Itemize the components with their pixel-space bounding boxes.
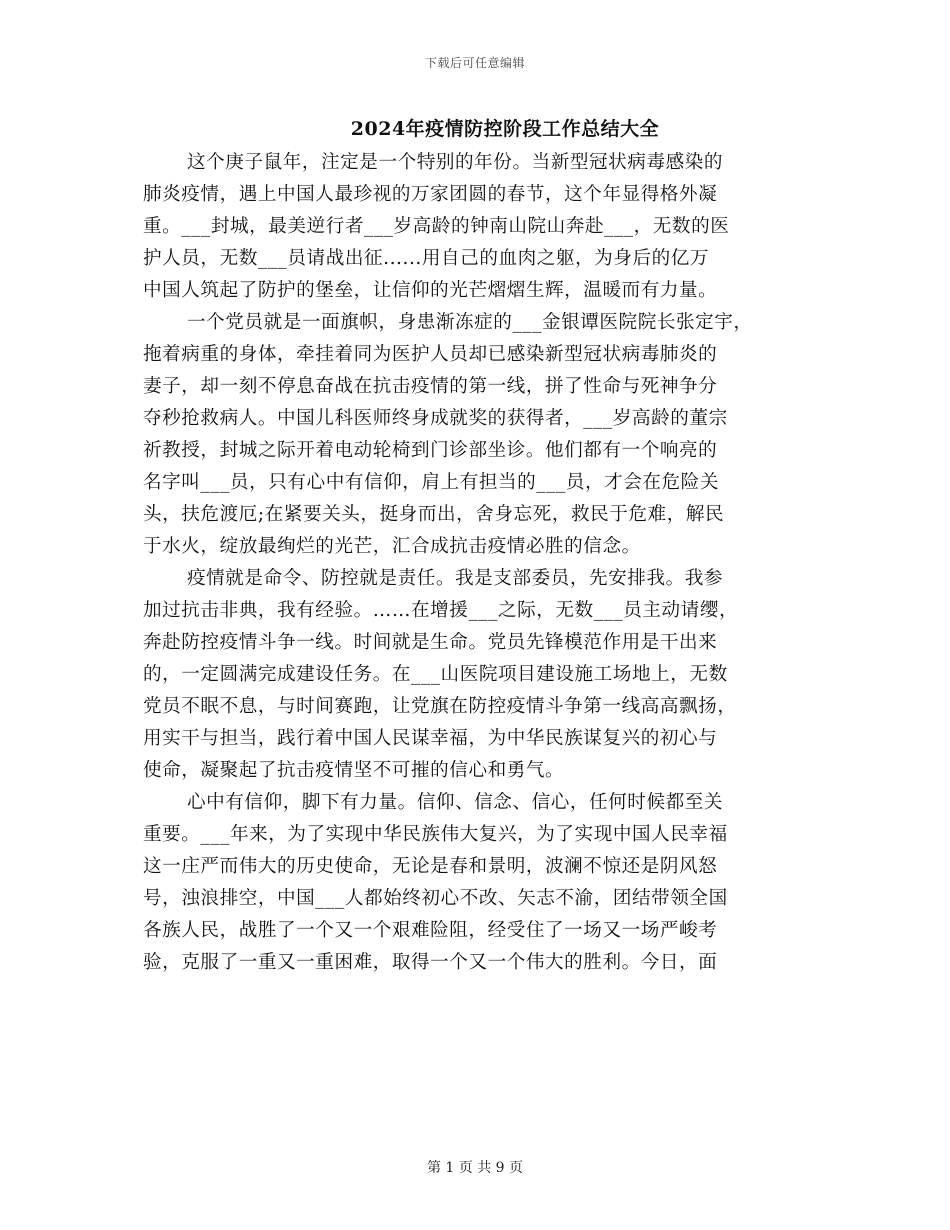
paragraph-2-line-5: 祈教授，封城之际开着电动轮椅到门诊部坐诊。他们都有一个响亮的 xyxy=(143,440,718,461)
paragraph-3-line-2: 加过抗击非典，我有经验。……在增援___之际，无数___员主动请缨， xyxy=(143,600,739,621)
paragraph-2-line-1: 一个党员就是一面旗帜，身患渐冻症的___金银谭医院院长张定宇， xyxy=(187,312,753,333)
paragraph-3-line-1: 疫情就是命令、防控就是责任。我是支部委员，先安排我。我参 xyxy=(187,568,724,589)
paragraph-4-line-2: 重要。___年来，为了实现中华民族伟大复兴，为了实现中国人民幸福 xyxy=(143,824,728,845)
paragraph-4-line-6: 验，克服了一重又一重困难，取得一个又一个伟大的胜利。今日，面 xyxy=(143,952,718,973)
paragraph-2-line-8: 于水火，绽放最绚烂的光芒，汇合成抗击疫情必胜的信念。 xyxy=(143,536,641,557)
paragraph-3-line-4: 的，一定圆满完成建设任务。在___山医院项目建设施工场地上，无数 xyxy=(143,664,728,685)
paragraph-3-line-5: 党员不眠不息，与时间赛跑，让党旗在防控疫情斗争第一线高高飘扬， xyxy=(143,696,737,717)
paragraph-4-line-4: 号，浊浪排空，中国___人都始终初心不改、矢志不渝，团结带领全国 xyxy=(143,888,728,909)
paragraph-3-line-6: 用实干与担当，践行着中国人民谋幸福，为中华民族谋复兴的初心与 xyxy=(143,728,718,749)
paragraph-1-line-1: 这个庚子鼠年，注定是一个特别的年份。当新型冠状病毒感染的 xyxy=(187,152,724,173)
paragraph-2-line-7: 头，扶危渡厄;在紧要关头，挺身而出，舍身忘死，救民于危难，解民 xyxy=(143,504,725,525)
paragraph-1-line-5: 中国人筑起了防护的堡垒，让信仰的光芒熠熠生辉，温暖而有力量。 xyxy=(143,280,718,301)
document-body xyxy=(143,147,807,979)
paragraph-1-line-2: 肺炎疫情，遇上中国人最珍视的万家团圆的春节，这个年显得格外凝 xyxy=(143,184,718,205)
paragraph-2-line-2: 拖着病重的身体，牵挂着同为医护人员却已感染新型冠状病毒肺炎的 xyxy=(143,344,718,365)
paragraph-4-line-1: 心中有信仰，脚下有力量。信仰、信念、信心，任何时候都至关 xyxy=(187,792,724,813)
paragraph-4-line-5: 各族人民，战胜了一个又一个艰难险阻，经受住了一场又一场严峻考 xyxy=(143,920,718,941)
paragraph-2-line-3: 妻子，却一刻不停息奋战在抗击疫情的第一线，拼了性命与死神争分 xyxy=(143,376,718,397)
paragraph-3-line-3: 奔赴防控疫情斗争一线。时间就是生命。党员先锋模范作用是干出来 xyxy=(143,632,718,653)
page-footer: 第 1 页 共 9 页 xyxy=(426,1160,524,1176)
paragraph-2-line-4: 夺秒抢救病人。中国儿科医师终身成就奖的获得者，___岁高龄的董宗 xyxy=(143,408,728,429)
paragraph-3-line-7: 使命，凝聚起了抗击疫情坚不可摧的信心和勇气。 xyxy=(143,760,565,781)
page-header: 下载后可任意编辑 xyxy=(424,56,525,70)
paragraph-2-line-6: 名字叫___员，只有心中有信仰，肩上有担当的___员，才会在危险关 xyxy=(143,472,719,493)
paragraph-1-line-4: 护人员，无数___员请战出征......用自己的血肉之躯，为身后的亿万 xyxy=(143,248,710,269)
document-title: 2024年疫情防控阶段工作总结大全 xyxy=(350,118,660,140)
paragraph-4-line-3: 这一庄严而伟大的历史使命，无论是春和景明，波澜不惊还是阴风怒 xyxy=(143,856,718,877)
paragraph-1-line-3: 重。___封城，最美逆行者___岁高龄的钟南山院山奔赴___，无数的医 xyxy=(143,216,730,237)
